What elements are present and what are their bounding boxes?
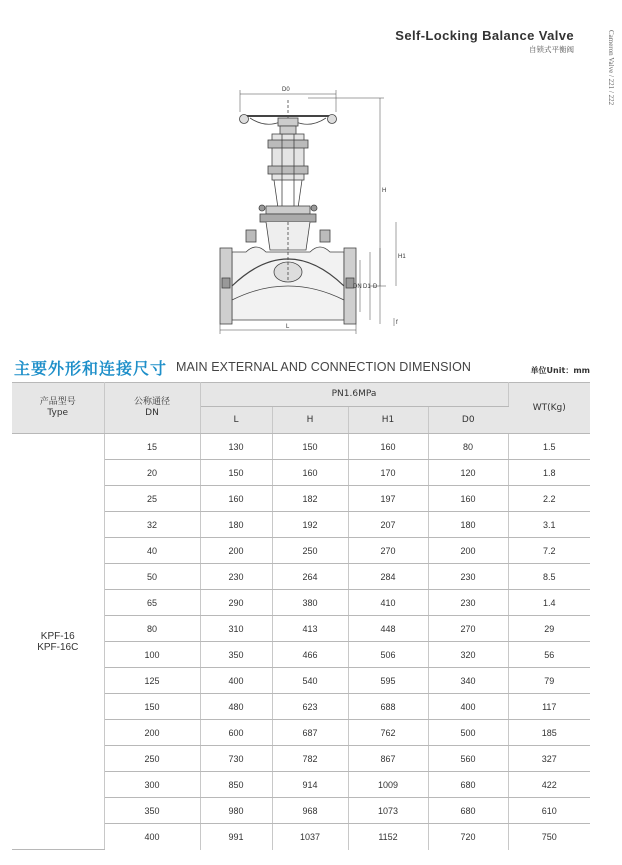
cell-h1: 284	[348, 564, 428, 590]
cell-h: 182	[272, 486, 348, 512]
label-h1: H1	[398, 254, 406, 260]
col-type-header: 产品型号 Type	[12, 383, 104, 434]
cell-wt: 422	[508, 772, 590, 798]
cell-h1: 1152	[348, 824, 428, 850]
cell-l: 600	[200, 720, 272, 746]
cell-d0: 340	[428, 668, 508, 694]
cell-h1: 448	[348, 616, 428, 642]
cell-d0: 80	[428, 434, 508, 460]
cell-h: 1037	[272, 824, 348, 850]
cell-wt: 327	[508, 746, 590, 772]
cell-h: 150	[272, 434, 348, 460]
cell-h1: 1009	[348, 772, 428, 798]
cell-d0: 680	[428, 772, 508, 798]
cell-d0: 720	[428, 824, 508, 850]
col-l-header: L	[200, 407, 272, 434]
page-subtitle: 自锁式平衡阀	[529, 45, 574, 54]
cell-h: 782	[272, 746, 348, 772]
cell-dn: 32	[104, 512, 200, 538]
label-h: H	[382, 188, 387, 194]
cell-dn: 400	[104, 824, 200, 850]
cell-wt: 3.1	[508, 512, 590, 538]
cell-d0: 500	[428, 720, 508, 746]
cell-wt: 750	[508, 824, 590, 850]
cell-wt: 117	[508, 694, 590, 720]
cell-dn: 20	[104, 460, 200, 486]
cell-dn: 25	[104, 486, 200, 512]
cell-h: 466	[272, 642, 348, 668]
cell-h1: 410	[348, 590, 428, 616]
cell-l: 991	[200, 824, 272, 850]
label-f: f	[396, 320, 398, 326]
cell-l: 730	[200, 746, 272, 772]
cell-h: 413	[272, 616, 348, 642]
cell-l: 230	[200, 564, 272, 590]
cell-l: 180	[200, 512, 272, 538]
section-title-en: MAIN EXTERNAL AND CONNECTION DIMENSION	[176, 360, 472, 374]
cell-dn: 80	[104, 616, 200, 642]
table-row	[12, 434, 590, 460]
cell-h1: 1073	[348, 798, 428, 824]
cell-dn: 300	[104, 772, 200, 798]
cell-h1: 762	[348, 720, 428, 746]
cell-d0: 680	[428, 798, 508, 824]
cell-wt: 610	[508, 798, 590, 824]
cell-wt: 7.2	[508, 538, 590, 564]
cell-h1: 595	[348, 668, 428, 694]
col-pressure-header: PN1.6MPa	[200, 383, 508, 407]
cell-dn: 250	[104, 746, 200, 772]
section-title-cn: 主要外形和连接尺寸	[14, 359, 168, 378]
cell-d0: 120	[428, 460, 508, 486]
cell-h: 160	[272, 460, 348, 486]
cell-wt: 8.5	[508, 564, 590, 590]
cell-h1: 207	[348, 512, 428, 538]
cell-dn: 350	[104, 798, 200, 824]
cell-dn: 40	[104, 538, 200, 564]
cell-l: 130	[200, 434, 272, 460]
type-cell: KPF-16 KPF-16C	[12, 434, 104, 850]
cell-wt: 1.8	[508, 460, 590, 486]
cell-l: 350	[200, 642, 272, 668]
cell-l: 200	[200, 538, 272, 564]
cell-d0: 400	[428, 694, 508, 720]
cell-l: 480	[200, 694, 272, 720]
cell-d0: 230	[428, 564, 508, 590]
cell-h1: 170	[348, 460, 428, 486]
label-d1: D1	[363, 284, 371, 290]
cell-wt: 29	[508, 616, 590, 642]
cell-l: 290	[200, 590, 272, 616]
label-dn: DN	[353, 284, 362, 290]
cell-h: 540	[272, 668, 348, 694]
cell-d0: 180	[428, 512, 508, 538]
cell-wt: 185	[508, 720, 590, 746]
cell-l: 160	[200, 486, 272, 512]
cell-d0: 200	[428, 538, 508, 564]
col-h1-header: H1	[348, 407, 428, 434]
cell-h: 968	[272, 798, 348, 824]
side-page-label: Cameron Valve / 221 / 222	[607, 30, 615, 106]
label-d: D	[373, 284, 378, 290]
cell-d0: 320	[428, 642, 508, 668]
cell-h1: 197	[348, 486, 428, 512]
cell-d0: 270	[428, 616, 508, 642]
cell-h: 380	[272, 590, 348, 616]
cell-h1: 867	[348, 746, 428, 772]
cell-h: 914	[272, 772, 348, 798]
cell-l: 400	[200, 668, 272, 694]
cell-dn: 15	[104, 434, 200, 460]
cell-wt: 1.4	[508, 590, 590, 616]
cell-h1: 270	[348, 538, 428, 564]
label-l: L	[286, 324, 290, 330]
cell-l: 150	[200, 460, 272, 486]
cell-dn: 65	[104, 590, 200, 616]
cell-l: 850	[200, 772, 272, 798]
cell-dn: 100	[104, 642, 200, 668]
cell-dn: 200	[104, 720, 200, 746]
cell-h1: 688	[348, 694, 428, 720]
col-h-header: H	[272, 407, 348, 434]
page-title: Self-Locking Balance Valve	[395, 28, 574, 43]
cell-wt: 79	[508, 668, 590, 694]
label-d0: D0	[282, 87, 290, 93]
cell-wt: 1.5	[508, 434, 590, 460]
cell-h: 623	[272, 694, 348, 720]
col-wt-header: WT(Kg)	[508, 383, 590, 434]
cell-l: 310	[200, 616, 272, 642]
cell-h: 192	[272, 512, 348, 538]
cell-d0: 160	[428, 486, 508, 512]
cell-h1: 506	[348, 642, 428, 668]
cell-l: 980	[200, 798, 272, 824]
cell-d0: 230	[428, 590, 508, 616]
cell-dn: 50	[104, 564, 200, 590]
cell-dn: 125	[104, 668, 200, 694]
cell-d0: 560	[428, 746, 508, 772]
cell-dn: 150	[104, 694, 200, 720]
cell-h: 250	[272, 538, 348, 564]
cell-h: 687	[272, 720, 348, 746]
cell-wt: 56	[508, 642, 590, 668]
unit-label: 单位Unit：mm	[530, 366, 590, 375]
cell-wt: 2.2	[508, 486, 590, 512]
cell-h1: 160	[348, 434, 428, 460]
cell-h: 264	[272, 564, 348, 590]
dimension-table	[12, 382, 590, 850]
col-d0-header: D0	[428, 407, 508, 434]
valve-technical-drawing	[210, 82, 430, 337]
col-dn-header: 公称通径 DN	[104, 383, 200, 434]
